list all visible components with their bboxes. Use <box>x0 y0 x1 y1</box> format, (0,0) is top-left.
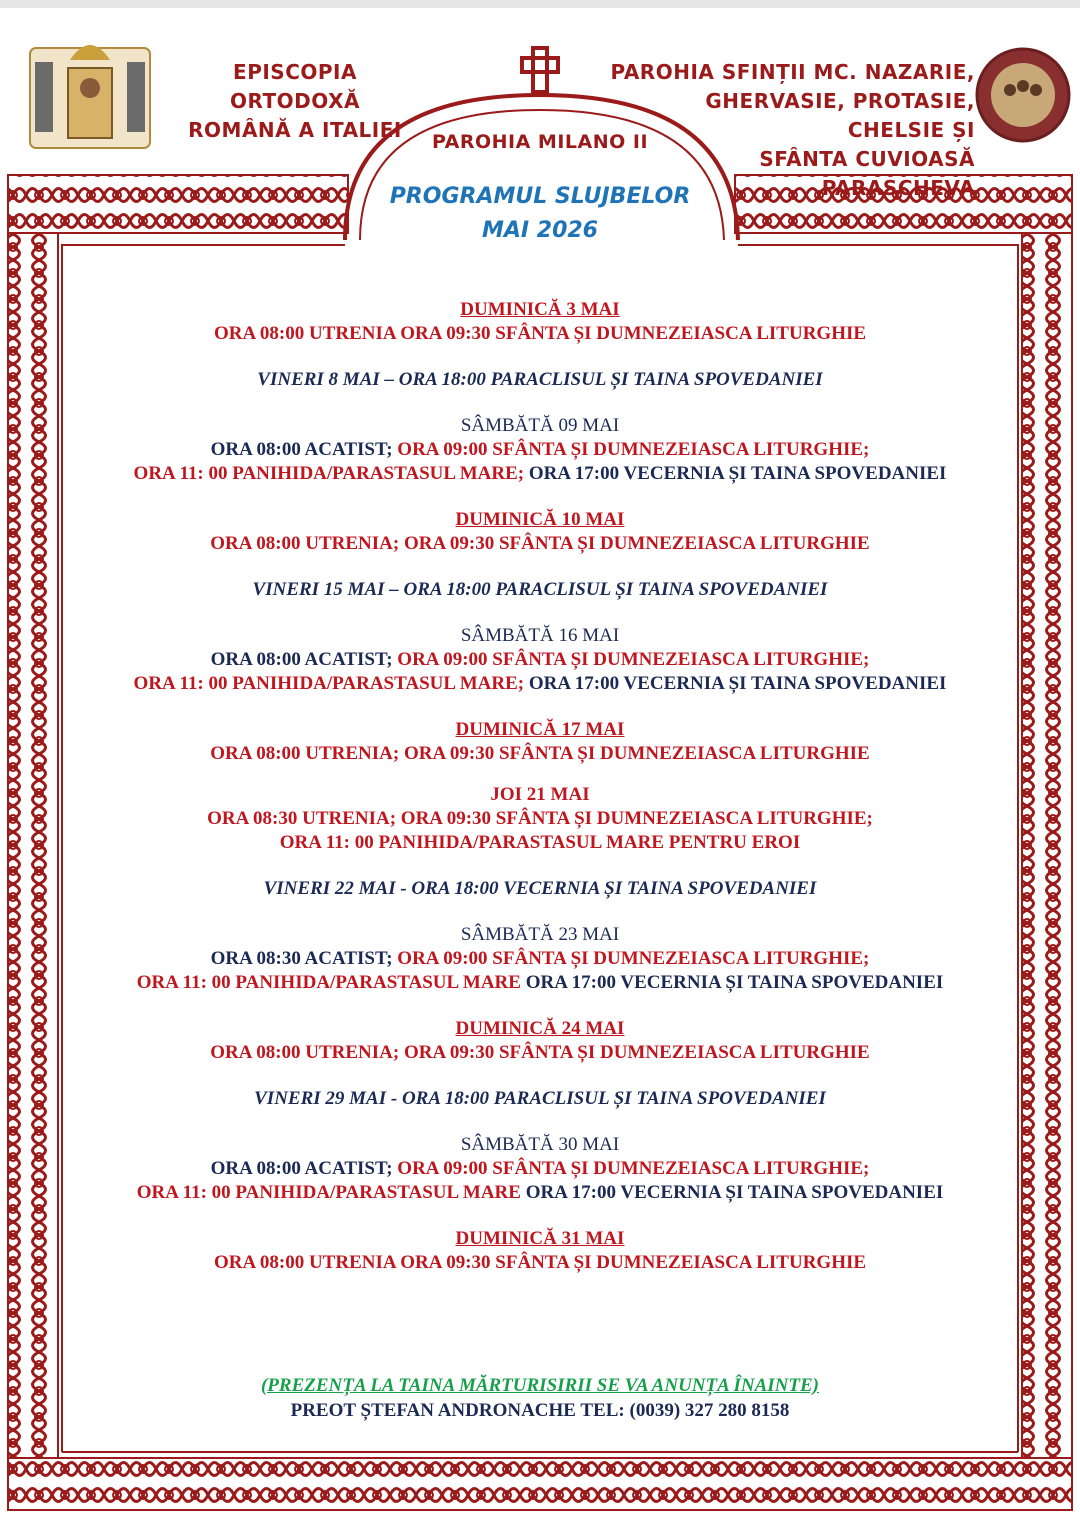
parish-name-line: PARASCHEVA <box>821 176 975 200</box>
schedule-item <box>40 1017 1040 1065</box>
service-part: ORA 11: 00 PANIHIDA/PARASTASUL MARE; <box>133 463 529 484</box>
service-line: VINERI 29 MAI - ORA 18:00 PARACLISUL ȘI TAINA SPOVEDANIEI <box>254 1088 826 1109</box>
service-part: ORA 08:30 ACATIST; <box>210 948 398 969</box>
priest-contact: PREOT ȘTEFAN ANDRONACHE TEL: (0039) 327 280 8158 <box>290 1400 790 1421</box>
service-line: ORA 08:00 UTRENIA ORA 09:30 SFÂNTA ȘI DUMNEZEIASCA LITURGHIE <box>213 1252 867 1273</box>
service-line <box>40 1181 1040 1205</box>
day-title: JOI 21 MAI <box>490 784 590 805</box>
day-title: DUMINICĂ 17 MAI <box>455 719 625 740</box>
parish-name-line: SFÂNTA CUVIOASĂ <box>759 147 975 171</box>
schedule-item <box>40 298 1040 346</box>
bishopric-name-line: EPISCOPIA ORTODOXĂ <box>230 60 360 113</box>
bishopric-name-line: ROMÂNĂ A ITALIEI <box>188 118 402 142</box>
bishopric-name <box>170 58 420 145</box>
service-part: ORA 17:00 VECERNIA ȘI TAINA SPOVEDANIEI <box>525 1182 944 1203</box>
schedule-item <box>40 1227 1040 1275</box>
service-line: VINERI 15 MAI – ORA 18:00 PARACLISUL ȘI TAINA SPOVEDANIEI <box>252 579 828 600</box>
service-part: ORA 09:00 SFÂNTA ȘI DUMNEZEIASCA LITURGHIE; <box>397 948 870 969</box>
service-part: ORA 11: 00 PANIHIDA/PARASTASUL MARE; <box>133 673 529 694</box>
service-part: ORA 09:00 SFÂNTA ȘI DUMNEZEIASCA LITURGHIE; <box>397 439 870 460</box>
footer <box>100 1373 980 1423</box>
service-line <box>40 648 1040 672</box>
schedule-item <box>40 414 1040 486</box>
service-part: ORA 08:00 ACATIST; <box>210 1158 398 1179</box>
day-title: SÂMBĂTĂ 30 MAI <box>460 1134 620 1155</box>
service-line <box>40 947 1040 971</box>
day-title: DUMINICĂ 24 MAI <box>455 1018 625 1039</box>
service-line <box>40 462 1040 486</box>
parish-seal-icon <box>977 49 1069 141</box>
schedule-item <box>40 508 1040 556</box>
service-line: ORA 08:00 UTRENIA; ORA 09:30 SFÂNTA ȘI DUMNEZEIASCA LITURGHIE <box>210 533 870 554</box>
parish-milano: PAROHIA MILANO II <box>431 131 649 153</box>
service-line <box>40 1157 1040 1181</box>
confession-note: (PREZENȚA LA TAINA MĂRTURISIRII SE VA ANUNȚA ÎNAINTE) <box>260 1375 819 1396</box>
schedule-item <box>40 923 1040 995</box>
service-line: ORA 08:00 UTRENIA; ORA 09:30 SFÂNTA ȘI DUMNEZEIASCA LITURGHIE <box>210 743 870 764</box>
schedule-item <box>40 1087 1040 1111</box>
service-line <box>40 438 1040 462</box>
day-title: DUMINICĂ 31 MAI <box>455 1228 625 1249</box>
service-schedule <box>40 298 1040 1297</box>
day-title: SÂMBĂTĂ 23 MAI <box>460 924 620 945</box>
service-part: ORA 17:00 VECERNIA ȘI TAINA SPOVEDANIEI <box>528 673 947 694</box>
day-title: SÂMBĂTĂ 09 MAI <box>460 415 620 436</box>
service-part: ORA 11: 00 PANIHIDA/PARASTASUL MARE <box>136 972 526 993</box>
day-title: DUMINICĂ 3 MAI <box>460 299 620 320</box>
service-line: ORA 11: 00 PANIHIDA/PARASTASUL MARE PENTRU EROI <box>279 832 801 853</box>
service-line <box>40 672 1040 696</box>
bishopric-emblem-icon <box>30 45 150 148</box>
schedule-item <box>40 783 1040 855</box>
parish-name-line: GHERVASIE, PROTASIE, CHELSIE ȘI <box>705 89 975 142</box>
service-line: ORA 08:30 UTRENIA; ORA 09:30 SFÂNTA ȘI DUMNEZEIASCA LITURGHIE; <box>207 808 873 829</box>
service-part: ORA 08:00 ACATIST; <box>210 439 398 460</box>
day-title: DUMINICĂ 10 MAI <box>455 509 625 530</box>
service-part: ORA 17:00 VECERNIA ȘI TAINA SPOVEDANIEI <box>528 463 947 484</box>
service-part: ORA 09:00 SFÂNTA ȘI DUMNEZEIASCA LITURGHIE; <box>397 1158 870 1179</box>
schedule-item <box>40 578 1040 602</box>
service-part: ORA 08:00 ACATIST; <box>210 649 398 670</box>
service-line: VINERI 22 MAI - ORA 18:00 VECERNIA ȘI TAINA SPOVEDANIEI <box>263 878 817 899</box>
schedule-item <box>40 1133 1040 1205</box>
schedule-item <box>40 368 1040 392</box>
service-line <box>40 971 1040 995</box>
service-part: ORA 17:00 VECERNIA ȘI TAINA SPOVEDANIEI <box>525 972 944 993</box>
schedule-item <box>40 877 1040 901</box>
service-line: VINERI 8 MAI – ORA 18:00 PARACLISUL ȘI TAINA SPOVEDANIEI <box>257 369 823 390</box>
schedule-item <box>40 718 1040 766</box>
day-title: SÂMBĂTĂ 16 MAI <box>460 625 620 646</box>
schedule-item <box>40 624 1040 696</box>
page-title: PROGRAMUL SLUJBELOR <box>389 184 691 209</box>
service-part: ORA 09:00 SFÂNTA ȘI DUMNEZEIASCA LITURGHIE; <box>397 649 870 670</box>
cross-icon <box>522 48 558 92</box>
page-subtitle: MAI 2026 <box>482 218 598 243</box>
parish-name-line: PAROHIA SFINȚII MC. NAZARIE, <box>610 60 975 84</box>
service-line: ORA 08:00 UTRENIA; ORA 09:30 SFÂNTA ȘI DUMNEZEIASCA LITURGHIE <box>210 1042 870 1063</box>
service-part: ORA 11: 00 PANIHIDA/PARASTASUL MARE <box>136 1182 526 1203</box>
service-line: ORA 08:00 UTRENIA ORA 09:30 SFÂNTA ȘI DUMNEZEIASCA LITURGHIE <box>213 323 867 344</box>
